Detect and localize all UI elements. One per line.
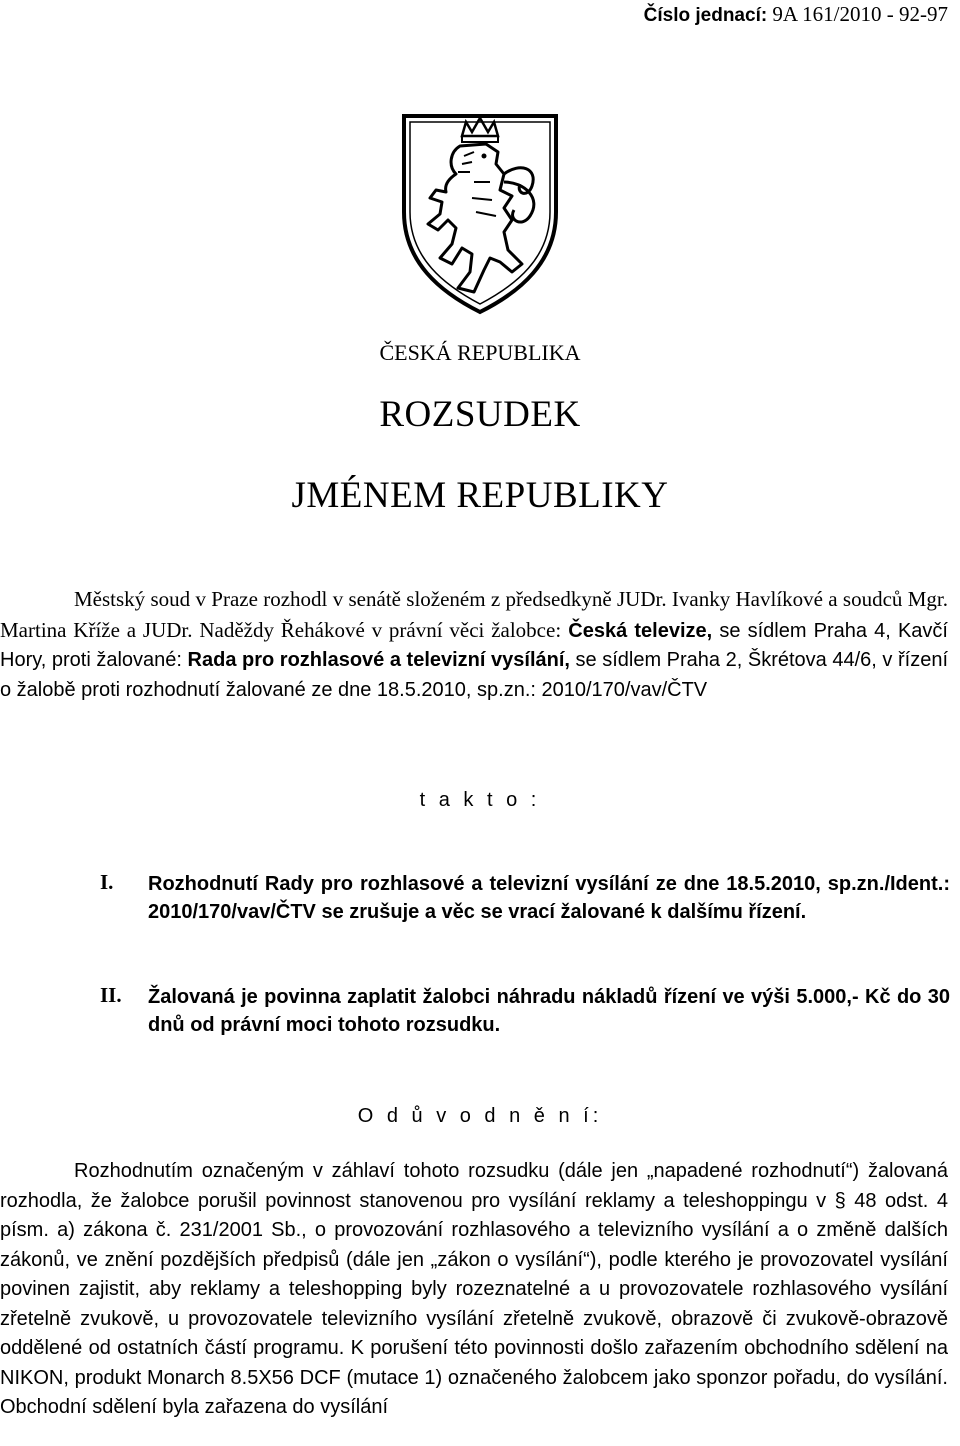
czech-coat-of-arms-icon (400, 112, 560, 316)
defendant-name: Rada pro rozhlasové a televizní vysílání, (181, 649, 570, 671)
verdict-number: I. (100, 870, 114, 894)
country-heading: ČESKÁ REPUBLIKA (379, 340, 581, 365)
verdict-number: II. (100, 983, 122, 1007)
intro-paragraph (0, 585, 948, 705)
document-title: ROZSUDEK (379, 394, 581, 435)
case-number-value: 9A 161/2010 - 92-97 (772, 2, 948, 26)
case-number-label: Číslo jednací: (643, 5, 768, 26)
reasoning-heading: O d ů v o d n ě n í: (357, 1105, 603, 1127)
intro-court-text: Městský soud v Praze rozhodl v senátě složeném z předsedkyně JUDr. Ivanky Havlíkové a soudců Mgr. Martina Kříže a JUDr. Naděždy Řehákové v právní věci žalobce: (0, 587, 948, 642)
verdict-text: Žalovaná je povinna zaplatit žalobci náhradu nákladů řízení ve výši 5.000,- Kč do 30 dnů od právní moci tohoto rozsudku. (148, 986, 950, 1036)
verdict-item-2 (100, 983, 950, 1039)
plaintiff-name: Česká televize, (568, 619, 713, 642)
reasoning-paragraph: Rozhodnutím označeným v záhlaví tohoto rozsudku (dále jen „napadené rozhodnutí“) žalovaná rozhodla, že žalobce porušil povinnost stanovenou pro vysílání reklamy a teleshoppingu v § 48 odst. 4 písm. a) zákona č. 231/2001 Sb., o provozování rozhlasového a televizního vysílání a o změně dalších zákonů, ve znění pozdějších předpisů (dále jen „zákon o vysílání“), podle kterého je provozovatel vysílání povinen zajistit, aby reklamy a teleshopping byly rozeznatelné a u provozovatele rozhlasového vysílání zřetelně zvukově, u provozovatele televizního vysílání zřetelně zvukově, obrazově či zvukově-obrazově oddělené od ostatních částí programu. K porušení této povinnosti došlo zařazením obchodního sdělení na NIKON, produkt Monarch 8.5X56 DCF (mutace 1) označeného žalobcem jako sponzor pořadu, do vysílání. Obchodní sdělení byla zařazena do vysílání (0, 1160, 948, 1418)
verdict-text: Rozhodnutí Rady pro rozhlasové a televizní vysílání ze dne 18.5.2010, sp.zn./Ident.: 2010/170/vav/ČTV se zrušuje a věc se vrací žalované k dalšímu řízení. (148, 873, 950, 923)
document-subtitle: JMÉNEM REPUBLIKY (291, 475, 669, 516)
case-number (644, 2, 948, 27)
verdict-item-1 (100, 870, 950, 926)
takto-heading: t a k t o : (419, 789, 541, 811)
intro-text-2: se sídlem Praha 4, Kavčí Hory, proti žalované: (0, 619, 948, 671)
intro-text-3: se sídlem Praha 2, Škrétova 44/6, v řízení o žalobě proti rozhodnutí žalované ze dne 18.5.2010, sp.zn.: 2010/170/vav/ČTV (0, 649, 948, 701)
